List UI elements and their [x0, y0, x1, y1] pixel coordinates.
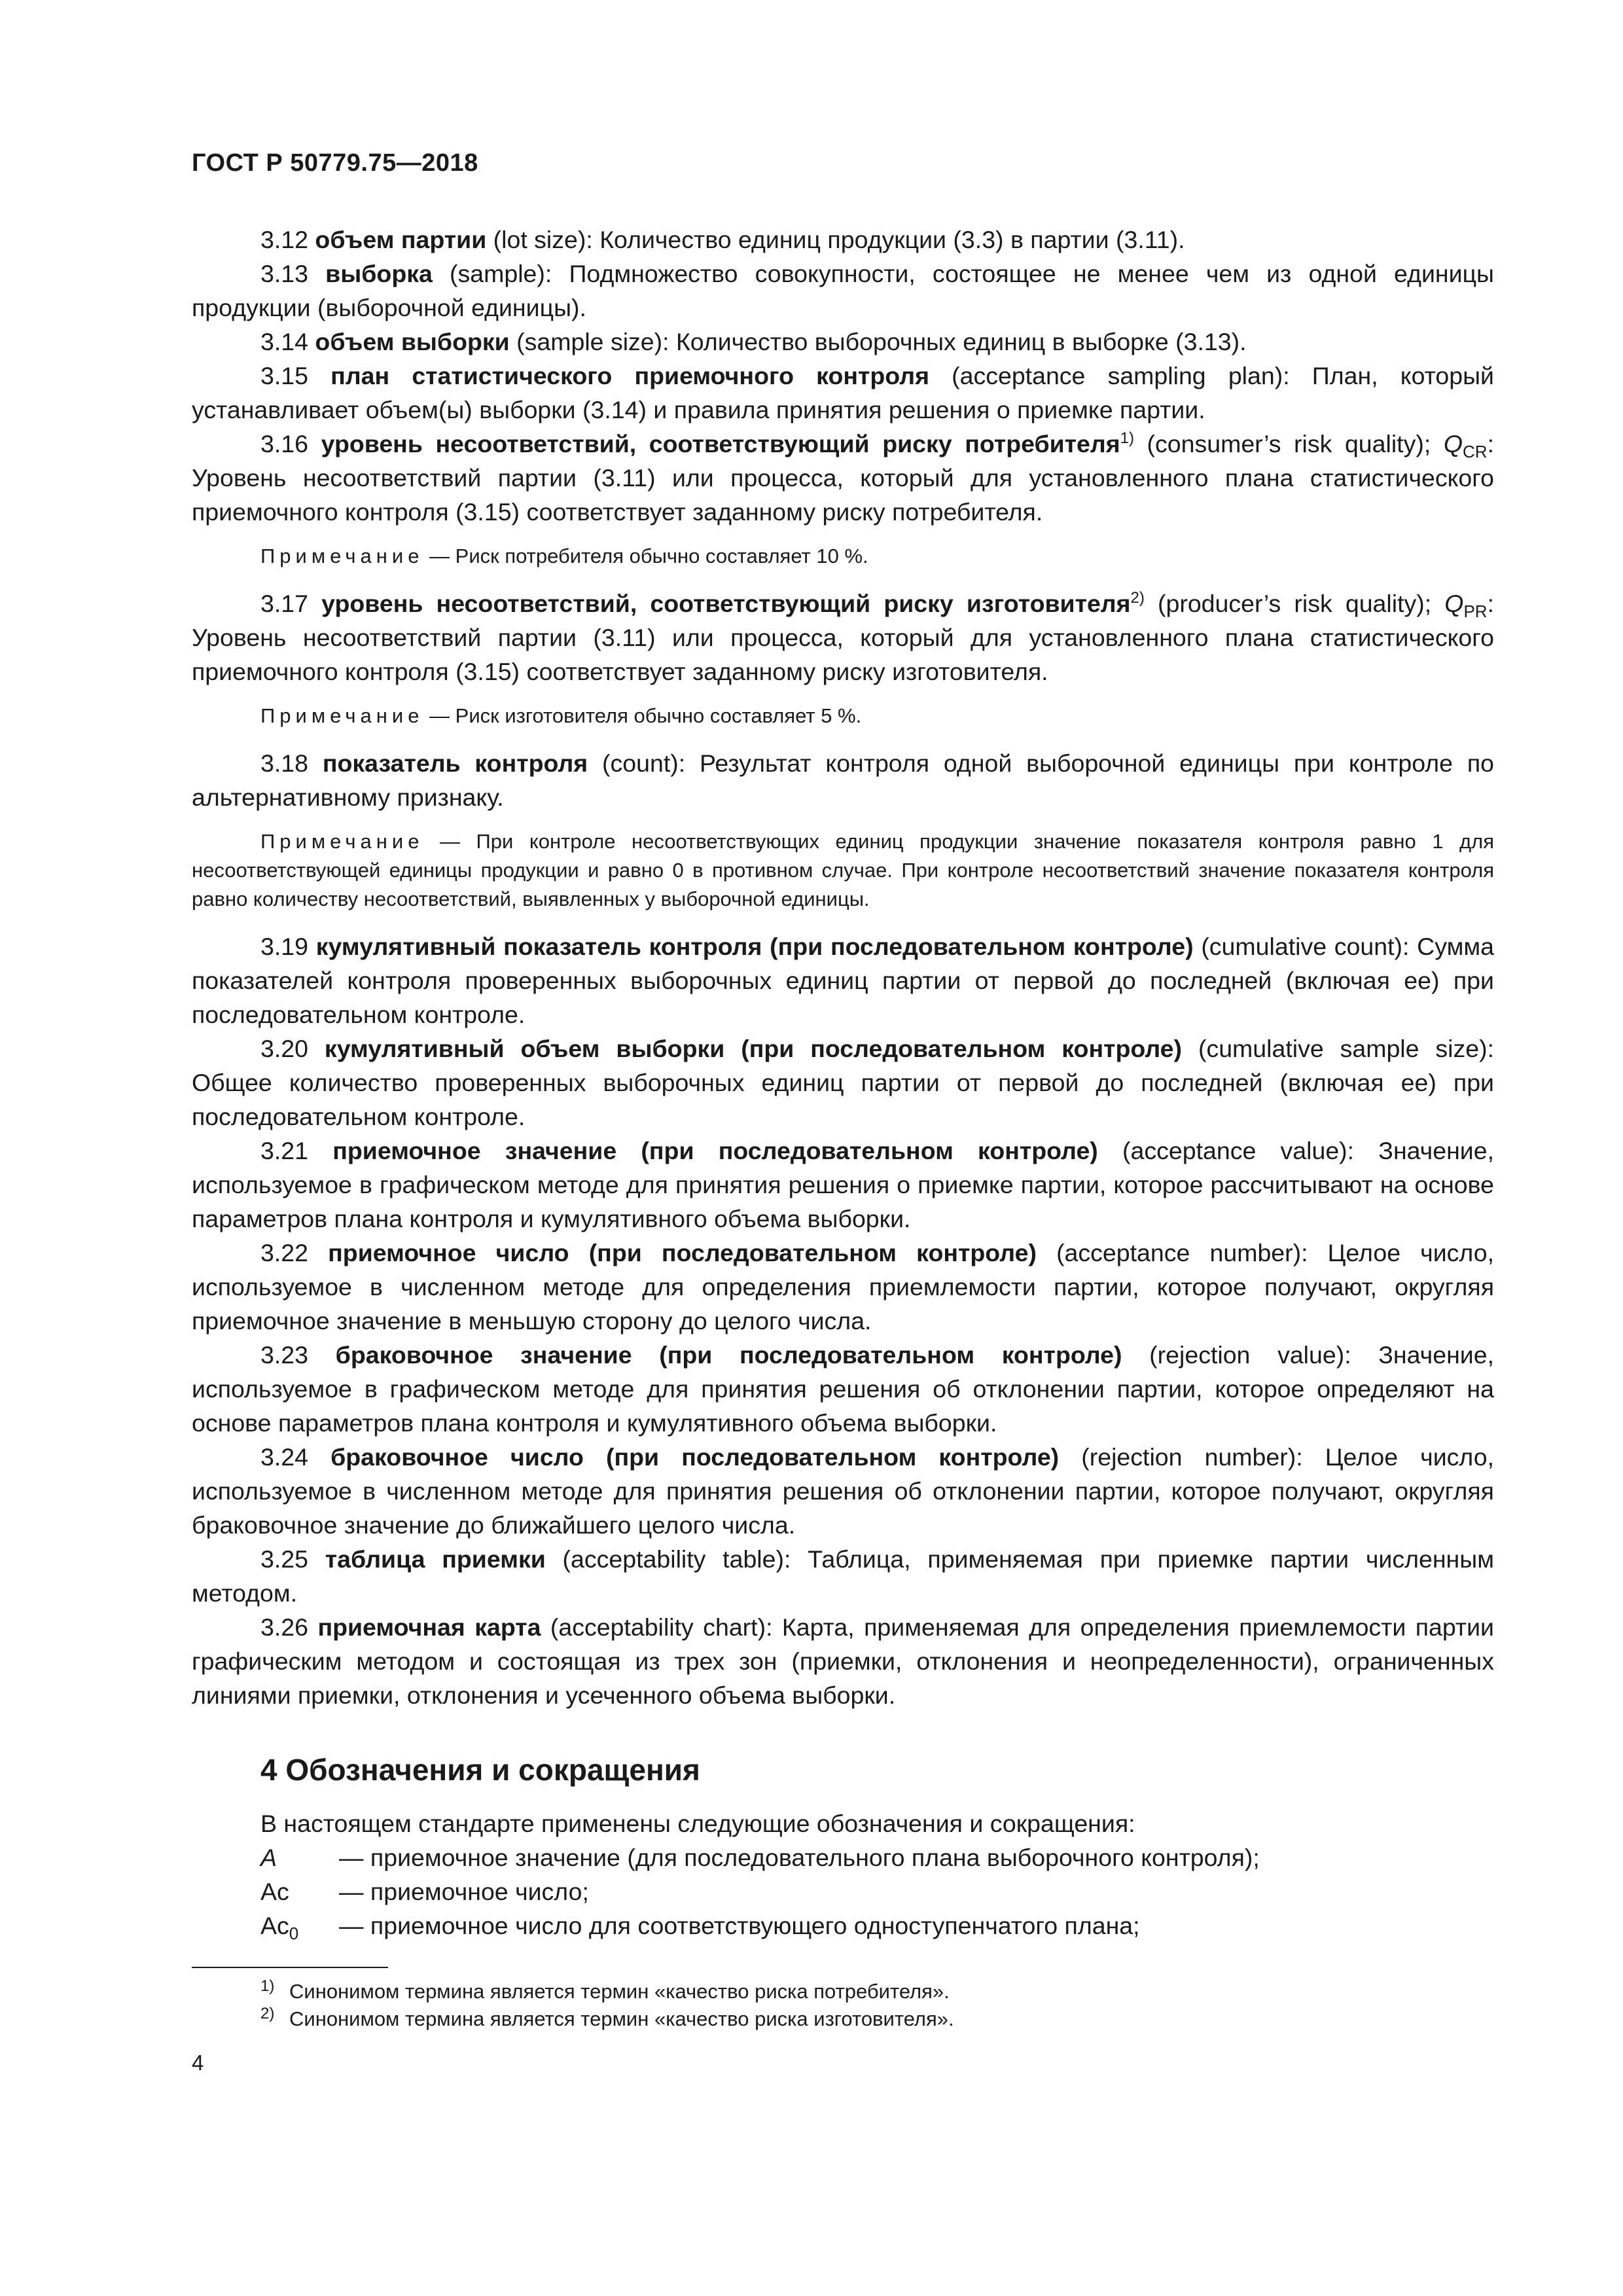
symbol: Q	[1443, 430, 1463, 457]
term-definition: (count): Результат контроля одной выборочной единицы при контроле по альтернативному признаку.	[192, 749, 1495, 811]
term-number: 3.20	[260, 1035, 308, 1062]
term-name: кумулятивный показатель контроля (при последовательном контроле)	[315, 933, 1194, 960]
term-definition: (acceptance value): Значение, используемое в графическом методе для принятия решения о приемке партии, которое рассчитывают на основе параметров плана контроля и кумулятивного объема выборки.	[192, 1137, 1495, 1232]
symbol: Q	[1444, 590, 1464, 617]
footnote-ref[interactable]: 2)	[1130, 589, 1145, 607]
note-text: — Риск потребителя обычно составляет 10 %.	[423, 545, 868, 567]
term-3-21	[192, 1134, 1494, 1236]
term-name: браковочное число (при последовательном контроле)	[330, 1443, 1060, 1471]
term-definition: (sample size): Количество выборочных единиц в выборке (3.13).	[509, 328, 1247, 355]
term-name: объем партии	[315, 226, 487, 253]
term-number: 3.19	[260, 933, 308, 960]
note-3-18	[192, 827, 1494, 914]
term-definition: (acceptability chart): Карта, применяемая для определения приемлемости партии графическим методом и состоящая из трех зон (приемки, отклонения и неопределенности), ограниченных линиями приемки, отклонения и усеченного объема выборки.	[192, 1613, 1494, 1709]
term-name: таблица приемки	[325, 1545, 546, 1573]
symbol-subscript: PR	[1463, 601, 1488, 621]
term-definition: (consumer’s risk quality);	[1133, 430, 1444, 457]
term-3-13	[192, 257, 1494, 325]
term-number: 3.13	[260, 260, 308, 287]
footnote-text: Синонимом термина является термин «качество риска потребителя».	[289, 1980, 950, 2003]
note-3-17	[192, 702, 1494, 730]
abbreviation-symbol: Ac	[260, 1878, 289, 1905]
term-3-18	[192, 746, 1494, 814]
footnote	[260, 1978, 1491, 2005]
term-definition: (sample): Подмножество совокупности, состоящее не менее чем из одной единицы продукции (выборочной единицы).	[192, 260, 1494, 321]
abbreviation-definition: — приемочное число для соответствующего одноступенчатого плана;	[339, 1912, 1140, 1939]
term-3-15	[192, 359, 1494, 427]
term-name: уровень несоответствий, соответствующий риску изготовителя	[321, 590, 1131, 617]
term-name: браковочное значение (при последовательном контроле)	[335, 1341, 1122, 1369]
term-name: уровень несоответствий, соответствующий риску потребителя	[321, 430, 1120, 457]
note-text: — Риск изготовителя обычно составляет 5 %.	[423, 704, 862, 727]
term-3-22	[192, 1236, 1494, 1338]
section-4-title: 4 Обозначения и сокращения	[260, 1753, 700, 1787]
term-number: 3.24	[260, 1443, 308, 1471]
term-definition: : Уровень несоответствий партии (3.11) или процесса, который для установленного плана статистического приемочного контроля (3.15) соответствует заданному риску потребителя.	[192, 430, 1494, 526]
term-definition: (rejection number): Целое число, используемое в численном методе для принятия решения об отклонении партии, которое получают, округляя браковочное значение до ближайшего целого числа.	[192, 1443, 1494, 1539]
term-definition: : Уровень несоответствий партии (3.11) или процесса, который для установленного плана статистического приемочного контроля (3.15) соответствует заданному риску изготовителя.	[192, 590, 1494, 685]
note-3-16	[192, 542, 1494, 571]
term-name: объем выборки	[315, 328, 510, 355]
term-3-17	[192, 586, 1494, 689]
term-number: 3.14	[260, 328, 308, 355]
term-3-26	[192, 1610, 1494, 1712]
term-name: приемочное число (при последовательном контроле)	[328, 1239, 1037, 1266]
term-3-25	[192, 1542, 1494, 1610]
note-label: Примечание	[260, 704, 424, 727]
term-name: приемочное значение (при последовательном контроле)	[332, 1137, 1098, 1164]
term-number: 3.26	[260, 1613, 308, 1641]
term-definition: (cumulative count): Сумма показателей контроля проверенных выборочных единиц партии от первой до последней (включая ее) при последовательном контроле.	[192, 933, 1494, 1028]
term-number: 3.16	[260, 430, 308, 457]
footnote-text: Синонимом термина является термин «качество риска изготовителя».	[289, 2007, 954, 2030]
symbol-subscript: CR	[1463, 442, 1488, 461]
note-label: Примечание	[260, 545, 424, 567]
footnote-mark: 1)	[260, 1977, 275, 1995]
term-3-24	[192, 1440, 1494, 1542]
footnote-ref[interactable]: 1)	[1120, 429, 1134, 447]
abbreviation-symbol	[260, 1909, 339, 1943]
term-number: 3.17	[260, 590, 308, 617]
term-definition: (acceptance number): Целое число, используемое в численном методе для определения приемлемости партии, которое получают, округляя приемочное значение в меньшую сторону до целого числа.	[192, 1239, 1494, 1335]
abbreviation-definition: — приемочное число;	[339, 1878, 589, 1905]
term-3-12	[192, 223, 1494, 257]
note-text: — При контроле несоответствующих единиц продукции значение показателя контроля равно 1 для несоответствующей единицы продукции и равно 0 в противном случае. При контроле несоответствий значение показателя контроля равно количеству несоответствий, выявленных у выборочной единицы.	[192, 830, 1494, 910]
page-content	[192, 223, 1494, 1943]
standard-header: ГОСТ Р 50779.75—2018	[192, 149, 478, 177]
abbreviation-row	[260, 1874, 1494, 1909]
abbreviation-definition: — приемочное значение (для последовательного плана выборочного контроля);	[339, 1844, 1260, 1871]
section-4-intro: В настоящем стандарте применены следующие обозначения и сокращения:	[260, 1810, 1135, 1837]
term-3-19	[192, 929, 1494, 1031]
term-number: 3.22	[260, 1239, 308, 1266]
term-number: 3.18	[260, 749, 308, 777]
abbreviation-row	[260, 1840, 1494, 1874]
term-definition: (rejection value): Значение, используемое в графическом методе для принятия решения об отклонении партии, которое определяют на основе параметров плана контроля и кумулятивного объема выборки.	[192, 1341, 1494, 1437]
term-number: 3.25	[260, 1545, 308, 1573]
term-3-14	[192, 325, 1494, 359]
term-number: 3.15	[260, 362, 308, 389]
term-definition: (lot size): Количество единиц продукции (3.3) в партии (3.11).	[486, 226, 1185, 253]
footnote-mark: 2)	[260, 2005, 275, 2022]
abbreviation-symbol-subscript: 0	[289, 1924, 299, 1943]
term-definition: (cumulative sample size): Общее количество проверенных выборочных единиц партии от первой до последней (включая ее) при последовательном контроле.	[192, 1035, 1495, 1130]
term-3-23	[192, 1338, 1494, 1440]
note-label: Примечание	[260, 830, 424, 853]
term-name: выборка	[325, 260, 433, 287]
term-name: план статистического приемочного контроля	[330, 362, 929, 389]
term-name: кумулятивный объем выборки (при последовательном контроле)	[324, 1035, 1183, 1062]
term-definition: (producer’s risk quality);	[1144, 590, 1445, 617]
abbreviation-symbol-base: Ac	[260, 1912, 289, 1939]
term-definition: (acceptance sampling plan): План, который устанавливает объем(ы) выборки (3.14) и правила принятия решения о приемке партии.	[192, 362, 1494, 423]
footnote	[260, 2005, 1491, 2033]
term-3-16	[192, 427, 1494, 529]
abbreviation-row	[260, 1909, 1494, 1943]
term-definition: (acceptability table): Таблица, применяемая при приемке партии численным методом.	[192, 1545, 1494, 1607]
footnotes	[260, 1978, 1491, 2033]
term-number: 3.23	[260, 1341, 308, 1369]
term-name: приемочная карта	[317, 1613, 541, 1641]
term-number: 3.21	[260, 1137, 308, 1164]
term-name: показатель контроля	[322, 749, 588, 777]
footnote-separator	[192, 1967, 388, 1968]
term-number: 3.12	[260, 226, 308, 253]
abbreviation-symbol: A	[260, 1844, 277, 1871]
page-number: 4	[192, 2051, 204, 2075]
term-3-20	[192, 1031, 1494, 1134]
